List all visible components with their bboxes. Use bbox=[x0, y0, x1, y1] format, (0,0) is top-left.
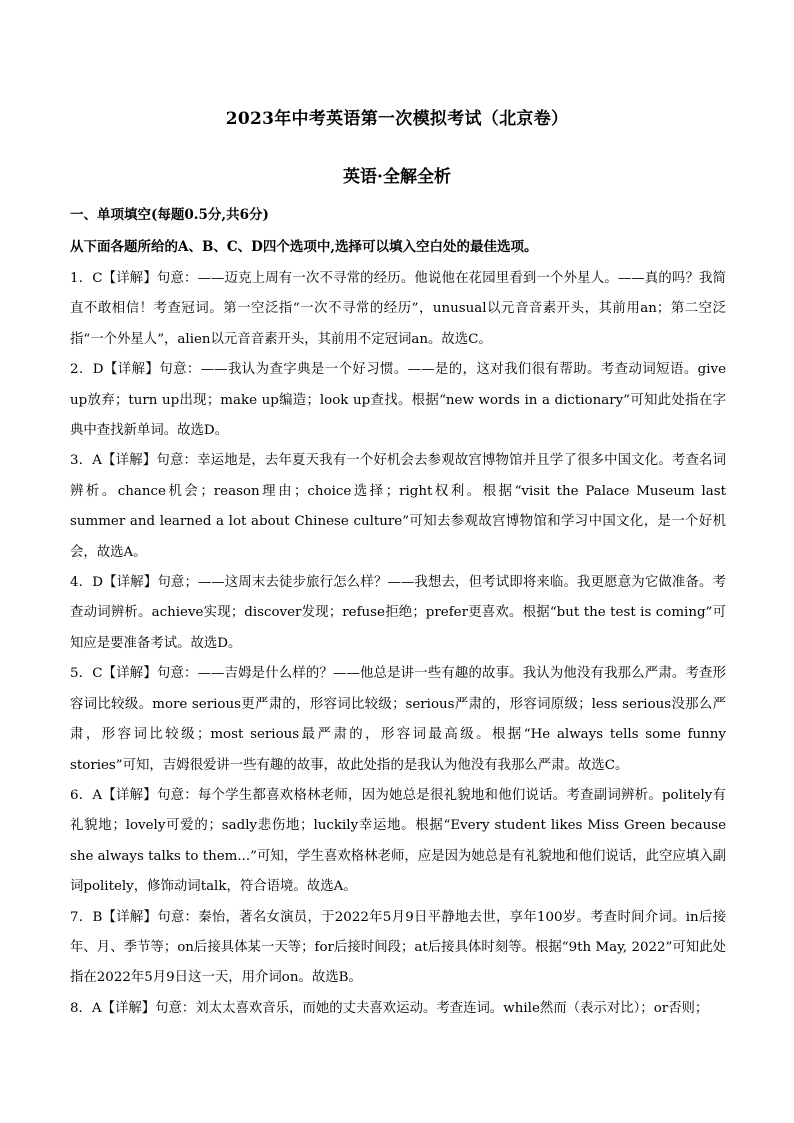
answer-item-3: 3．A【详解】句意：幸运地是，去年夏天我有一个好机会去参观故宫博物馆并且学了很多中国文化。考查名词辨析。chance机会；reason理由；choice选择；right权利。根据“visit the Palace Museum last summer and learned a lot about Chinese culture”可知去参观故宫博物馆和学习中国文化，是一个好机会，故选A。 bbox=[70, 453, 726, 560]
section-instruction: 从下面各题所给的A、B、C、D四个选项中,选择可以填入空白处的最佳选项。 bbox=[70, 239, 538, 255]
page-subtitle: 英语·全解全析 bbox=[343, 167, 451, 187]
answer-item-6: 6．A【详解】句意：每个学生都喜欢格林老师，因为她总是很礼貌地和他们说话。考查副词辨析。politely有礼貌地；lovely可爱的；sadly悲伤地；luckily幸运地。根据“Every student likes Miss Green because she always talks to them...”可知，学生喜欢格林老师，应是因为她总是有礼貌地和他们说话，此空应填入副词politely，修饰动词talk，符合语境。故选A。 bbox=[70, 787, 726, 895]
answer-explanations bbox=[70, 264, 726, 1024]
answer-item-2: 2．D【详解】句意：——我认为查字典是一个好习惯。——是的，这对我们很有帮助。考查动词短语。give up放弃；turn up出现；make up编造；look up查找。根据“new words in a dictionary”可知此处指在字典中查找新单词。故选D。 bbox=[70, 362, 726, 439]
section-heading: 一、单项填空(每题0.5分,共6分) bbox=[70, 207, 269, 223]
page-title: 2023年中考英语第一次模拟考试（北京卷） bbox=[225, 109, 569, 129]
answer-item-8: 8．A【详解】句意：刘太太喜欢音乐，而她的丈夫喜欢运动。考查连词。while然而（表示对比）；or否则； bbox=[70, 1000, 709, 1016]
answer-item-4: 4．D【详解】句意；——这周末去徒步旅行怎么样？——我想去，但考试即将来临。我更愿意为它做准备。考查动词辨析。achieve实现；discover发现；refuse拒绝；prefer更喜欢。根据“but the test is coming”可知应是要准备考试。故选D。 bbox=[70, 575, 726, 651]
answer-item-1: 1．C【详解】句意：——迈克上周有一次不寻常的经历。他说他在花园里看到一个外星人。——真的吗？我简直不敢相信！考查冠词。第一空泛指“一次不寻常的经历”，unusual以元音音素开头，其前用an；第二空泛指“一个外星人”，alien以元音音素开头，其前用不定冠词an。故选C。 bbox=[70, 271, 726, 347]
answer-item-7: 7．B【详解】句意：秦怡，著名女演员，于2022年5月9日平静地去世，享年100岁。考查时间介词。in后接年、月、季节等；on后接具体某一天等；for后接时间段；at后接具体时刻等。根据“9th May, 2022”可知此处指在2022年5月9日这一天，用介词on。故选B。 bbox=[70, 909, 726, 986]
answer-item-5: 5．C【详解】句意：——吉姆是什么样的？——他总是讲一些有趣的故事。我认为他没有我那么严肃。考查形容词比较级。more serious更严肃的，形容词比较级；serious严肃的，形容词原级；less serious没那么严肃，形容词比较级；most serious最严肃的，形容词最高级。根据“He always tells some funny stories”可知，吉姆很爱讲一些有趣的故事，故此处指的是我认为他没有我那么严肃。故选C。 bbox=[70, 666, 726, 773]
